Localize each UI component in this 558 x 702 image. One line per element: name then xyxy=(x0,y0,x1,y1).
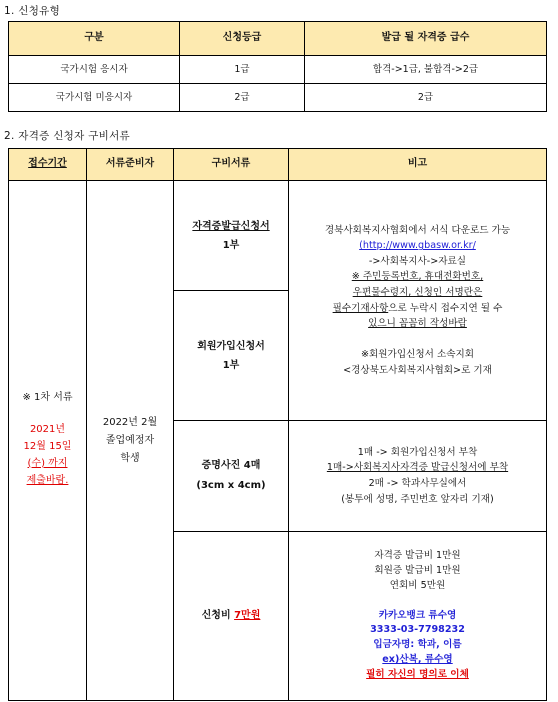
document-name: 증명사진 4매 xyxy=(201,460,261,471)
document-name: 자격증발급신청서 xyxy=(192,220,270,232)
table-cell: 합격->1급, 불합격->2급 xyxy=(305,56,547,84)
notice-line: ※ 주민등록번호, 휴대전화번호, xyxy=(351,271,484,283)
document-cell xyxy=(174,181,289,291)
member-line: ※회원가입신청서 소속지회 xyxy=(360,349,475,361)
remarks-photo-cell xyxy=(289,421,547,532)
depositor-example: ex)산복, 류수영 xyxy=(382,654,453,666)
document-qty: 1부 xyxy=(222,239,240,251)
table-row xyxy=(9,84,547,112)
remark-line: ->사회복지사->자료실 xyxy=(368,255,467,267)
table-cell: 국가시험 응시자 xyxy=(9,56,180,84)
document-name: 회원가입신청서 xyxy=(197,340,265,352)
table-cell: 2급 xyxy=(305,84,547,112)
preparer-cell xyxy=(87,181,174,701)
spacer xyxy=(289,332,546,348)
header-preparer: 서류준비자 xyxy=(87,149,174,181)
photo-remark-line: (봉투에 성명, 주민번호 앞자리 기재) xyxy=(341,493,494,505)
header-period: 접수기간 xyxy=(9,149,87,181)
header-category: 구분 xyxy=(9,22,180,56)
fee-amount: 7만원 xyxy=(234,609,261,621)
download-link[interactable]: (http://www.gbasw.or.kr/ xyxy=(359,240,476,252)
deadline-line: 2021년 xyxy=(29,423,66,435)
remark-line: 경북사회복지사협회에서 서식 다운로드 가능 xyxy=(324,224,511,236)
period-label: ※ 1차 서류 xyxy=(22,392,73,404)
section2-heading: 2. 자격증 신청자 구비서류 xyxy=(4,130,130,142)
photo-remark-line: 1매->사회복지사자격증 발급신청서에 부착 xyxy=(326,462,509,474)
period-cell xyxy=(9,181,87,701)
fee-line: 회원증 발급비 1만원 xyxy=(374,564,461,576)
depositor-note: 입금자명: 학과, 이름 xyxy=(373,639,462,651)
transfer-warning: 필히 자신의 명의로 이체 xyxy=(366,669,469,680)
deadline-line: (수) 까지 xyxy=(27,457,68,469)
document-cell xyxy=(174,532,289,701)
table-cell: 1급 xyxy=(180,56,305,84)
document-cell xyxy=(174,291,289,421)
member-line: <경상북도사회복지사협회>로 기재 xyxy=(343,364,492,376)
table-row xyxy=(9,56,547,84)
notice-line: 있으니 꼼꼼히 작성바람 xyxy=(368,318,467,330)
table-header-row xyxy=(9,22,547,56)
notice-line: 필수기재사항으로 누락시 접수지연 될 수 xyxy=(332,302,503,314)
table-cell: 국가시험 미응시자 xyxy=(9,84,180,112)
preparer-line: 2022년 2월 xyxy=(102,416,158,428)
fee-line: 연회비 5만원 xyxy=(389,579,446,591)
fee-line: 자격증 발급비 1만원 xyxy=(374,550,461,562)
table-cell: 2급 xyxy=(180,84,305,112)
account-number: 3333-03-7798232 xyxy=(370,624,465,636)
fee-label: 신청비 xyxy=(201,609,235,621)
section1-heading: 1. 신청유형 xyxy=(4,5,61,17)
application-type-table xyxy=(8,21,547,112)
remarks-forms-cell xyxy=(289,181,547,421)
document-qty: 1부 xyxy=(222,359,240,371)
document-size: (3cm x 4cm) xyxy=(196,480,266,491)
header-documents: 구비서류 xyxy=(174,149,289,181)
header-grade: 신청등급 xyxy=(180,22,305,56)
table-row xyxy=(9,181,547,291)
header-remarks: 비고 xyxy=(289,149,547,181)
table-header-row xyxy=(9,149,547,181)
preparer-line: 학생 xyxy=(120,452,140,464)
deadline-line: 제출바람. xyxy=(26,474,69,486)
preparer-line: 졸업예정자 xyxy=(105,434,155,446)
photo-remark-line: 1매 -> 회원가입신청서 부착 xyxy=(357,446,478,458)
remarks-fee-cell xyxy=(289,532,547,701)
photo-remark-line: 2매 -> 학과사무실에서 xyxy=(368,478,467,489)
bank-name: 카카오뱅크 류수영 xyxy=(378,609,457,621)
spacer xyxy=(289,594,546,609)
header-issued-level: 발급 될 자격증 급수 xyxy=(305,22,547,56)
required-documents-table xyxy=(8,148,547,701)
notice-line: 우편물수령지, 신청인 서명란은 xyxy=(352,286,483,298)
document-cell xyxy=(174,421,289,532)
deadline-line: 12월 15일 xyxy=(23,440,72,452)
